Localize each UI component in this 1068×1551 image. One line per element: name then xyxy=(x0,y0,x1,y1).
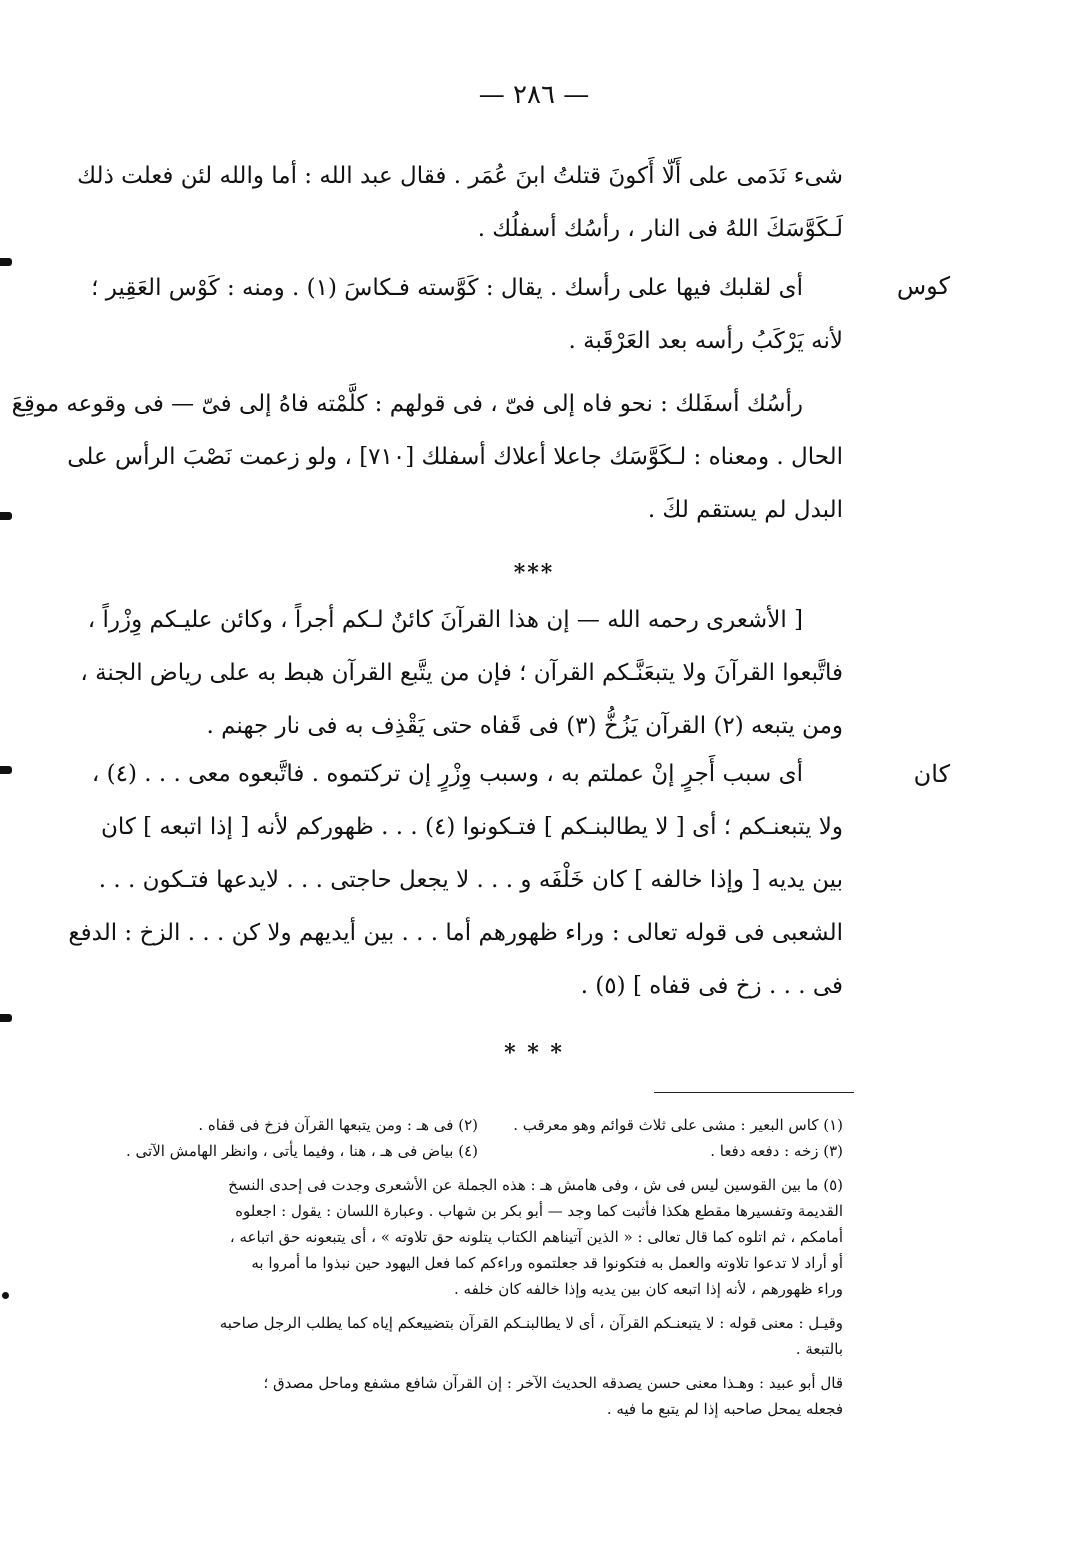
footnote-2: (٢) فى هـ : ومن يتبعها القرآن فزخ فى قفاه . xyxy=(198,1116,478,1134)
text-line: ولا يتبعنـكم ؛ أى [ لا يطالبنـكم ] فتـكونوا (٤) . . . ظهوركم لأنه [ إذا اتبعه ] كان xyxy=(100,814,843,840)
footnote-3: (٣) زخه : دفعه دفعا . xyxy=(710,1142,843,1160)
text-line: لَـكَوَّسَكَ اللهُ فى النار ، رأسُك أسفلُك . xyxy=(477,216,843,242)
page-number: — ٢٨٦ — xyxy=(478,80,590,110)
scan-edge-mark xyxy=(0,512,12,520)
text-line: بين يديه [ وإذا خالفه ] كان خَلْفَه و . . . لا يجعل حاجتى . . . لايدعها فتـكون . . . xyxy=(98,867,843,893)
footnote-4: (٤) بياض فى هـ ، هنا ، وفيما يأتى ، وانظر الهامش الآتى . xyxy=(126,1142,478,1160)
paragraph-1 xyxy=(77,150,843,256)
footnote-1: (١) كاس البعير : مشى على ثلاث قوائم وهو معرقب . xyxy=(513,1116,843,1134)
footnote-5 xyxy=(113,1172,843,1302)
footnote-line: القديمة وتفسيرها مقطع هكذا فأثبت كما وجد — أبو بكر بن شهاب . وعبارة اللسان : يقول : اجعلوه xyxy=(235,1202,843,1220)
text-line: فاتَّبعوا القرآنَ ولا يتبعَنَّـكم القرآن ؛ فإن من يتَّبع القرآن هبط به على رياض الجنة ، xyxy=(80,660,843,686)
footnote-line: وراء ظهورهم ، لأنه إذا اتبعه كان بين يديه وإذا خالفه كان خلفه . xyxy=(454,1280,843,1298)
footnote-line: أو أراد لا تدعوا تلاوته والعمل به فتكونوا قد جعلتموه وراءكم كما فعل اليهود حين نبذوا ما أمروا به xyxy=(251,1254,843,1272)
footnote-line: فجعله يمحل صاحبه إذا لم يتبع ما فيه . xyxy=(606,1400,843,1418)
text-line: [ الأشعرى رحمه الله — إن هذا القرآنَ كائنٌ لـكم أجراً ، وكائن عليـكم وِزْراً ، xyxy=(87,607,803,633)
paragraph-4 xyxy=(80,594,843,753)
text-line: البدل لم يستقم لكَ . xyxy=(647,497,843,523)
text-line: أى لقلبك فيها على رأسك . يقال : كَوَّسته فـكاسَ (١) . ومنه : كَوْس العَقِير ؛ xyxy=(91,275,803,301)
text-line: رأسُك أسفَلك : نحو فاه إلى فىّ ، فى قولهم : كلَّمْته فاهُ إلى فىّ — فى وقوعه موقِعَ xyxy=(11,391,803,417)
text-line: شىء نَدَمى على أَلّا أَكونَ قتلتُ ابنَ عُمَر . فقال عبد الله : أما والله لئن فعلت ذلك xyxy=(77,163,843,189)
footnote-6 xyxy=(113,1310,843,1362)
footnote-line: وقيـل : معنى قوله : لا يتبعنـكم القرآن ، أى لا يطالبنـكم القرآن بتضييعكم إياه كما يطلب الرجل صاحبه xyxy=(219,1314,843,1332)
scan-edge-mark xyxy=(0,766,12,774)
text-line: أى سبب أَجرٍ إنْ عملتم به ، وسبب وِزْرٍ إن تركتموه . فاتَّبعوه معى . . . (٤) ، xyxy=(91,761,803,787)
footnote-line: (٥) ما بين القوسين ليس فى ش ، وفى هامش هـ : هذه الجملة عن الأشعرى وجدت فى إحدى النسخ xyxy=(228,1176,843,1194)
section-separator: * * * xyxy=(504,1040,564,1066)
text-line: ومن يتبعه (٢) القرآن يَزُخُّ (٣) فى قَفاه حتى يَقْذِف به فى نار جهنم . xyxy=(206,713,843,739)
text-line: فى . . . زخ فى قفاه ] (٥) . xyxy=(580,973,843,999)
footnote-rule xyxy=(654,1092,854,1093)
footnote-row xyxy=(113,1112,843,1138)
scan-edge-mark xyxy=(0,258,12,266)
paragraph-3 xyxy=(11,378,843,537)
footnote-line: بالتبعة . xyxy=(795,1340,843,1358)
scan-edge-mark xyxy=(0,1014,12,1022)
margin-headword-kan: كان xyxy=(913,760,950,788)
text-line: الحال . ومعناه : لـكَوَّسَك جاعلا أعلاك أسفلك [٧١٠] ، ولو زعمت نَصْبَ الرأس على xyxy=(67,444,843,470)
margin-headword-kus: كوس xyxy=(896,272,950,300)
scan-edge-mark xyxy=(2,1292,9,1299)
footnote-line: قال أبو عبيد : وهـذا معنى حسن يصدقه الحديث الآخر : إن القرآن شافع مشفع وماحل مصدق ؛ xyxy=(263,1374,843,1392)
paragraph-2 xyxy=(91,262,843,368)
text-line: الشعبى فى قوله تعالى : وراء ظهورهم أما . . . بين أيديهم ولا كن . . . الزخ : الدفع xyxy=(68,920,843,946)
footnote-line: أمامكم ، ثم اتلوه كما قال تعالى : « الذين آتيناهم الكتاب يتلونه حق تلاوته » ، أى يتبعونه حق اتباعه ، xyxy=(229,1228,843,1246)
footnote-7 xyxy=(113,1370,843,1422)
footnotes xyxy=(113,1112,843,1422)
paragraph-5 xyxy=(68,748,843,1013)
section-separator: *** xyxy=(513,560,555,586)
text-line: لأنه يَرْكَبُ رأسه بعد العَرْقَبة . xyxy=(568,328,843,354)
footnote-row xyxy=(113,1138,843,1164)
